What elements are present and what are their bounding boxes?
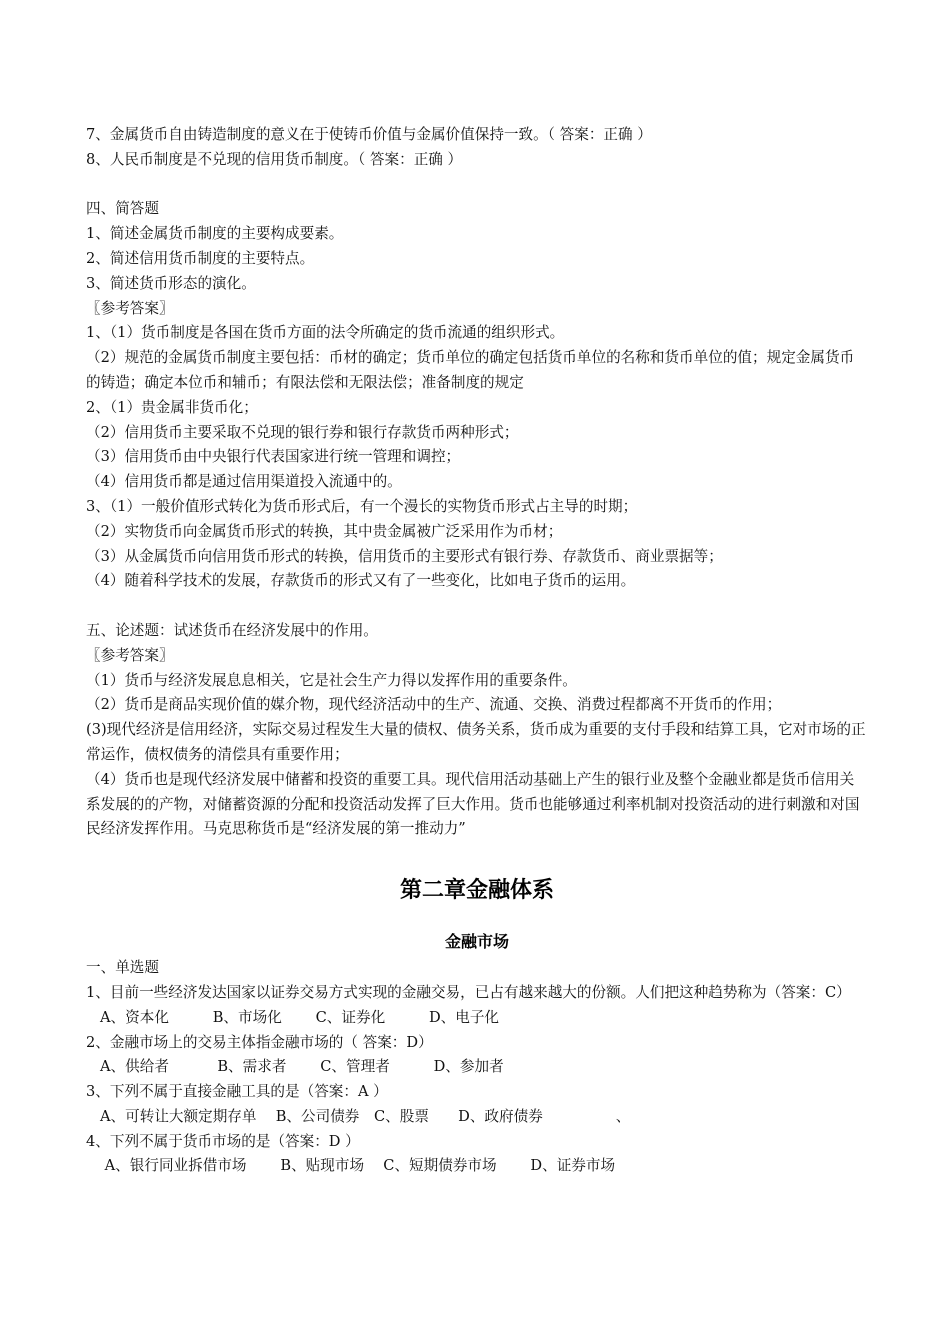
short-answer-answer-line: （2）实物货币向金属货币形式的转换，其中贵金属被广泛采用作为币材； (86, 522, 563, 540)
mcq-options-2: A、供给者 B、需求者 C、管理者 D、参加者 (100, 1058, 504, 1076)
essay-answer-line: （2）货币是商品实现价值的媒介物，现代经济活动中的生产、流通、交换、消费过程都离不开货币的作用； (86, 696, 782, 714)
mcq-question-2: 2、金融市场上的交易主体指金融市场的（ 答案：D） (86, 1033, 433, 1051)
chapter-title: 第二章金融体系 (399, 878, 554, 904)
section-title: 金融市场 (444, 932, 509, 952)
essay-answer-line: （1）货币与经济发展息息相关，它是社会生产力得以发挥作用的重要条件。 (86, 671, 577, 689)
document-page (86, 123, 868, 1179)
mcq-question-1: 1、目前一些经济发达国家以证券交易方式实现的金融交易，已占有越来越大的份额。人们把这种趋势称为（答案：C） (86, 983, 851, 1001)
short-answer-answer-line: 3、（1）一般价值形式转化为货币形式后，有一个漫长的实物货币形式占主导的时期； (86, 497, 638, 515)
reference-answer-label: 〖参考答案〗 (86, 299, 174, 317)
judgement-item-8: 8、人民币制度是不兑现的信用货币制度。（ 答案：正确 ） (86, 150, 463, 168)
short-answer-answer-line: 1、（1）货币制度是各国在货币方面的法令所确定的货币流通的组织形式。 (86, 324, 565, 342)
short-answer-answer-line: （4）随着科学技术的发展，存款货币的形式又有了一些变化，比如电子货币的运用。 (86, 572, 636, 590)
short-answer-question-2: 2、简述信用货币制度的主要特点。 (86, 249, 315, 267)
essay-heading: 五、论述题：试述货币在经济发展中的作用。 (86, 621, 378, 639)
reference-answer-label: 〖参考答案〗 (86, 646, 174, 664)
judgement-item-7: 7、金属货币自由铸造制度的意义在于使铸币价值与金属价值保持一致。（ 答案：正确 ） (86, 126, 652, 143)
short-answer-answer-line: （4）信用货币都是通过信用渠道投入流通中的。 (86, 473, 402, 491)
short-answer-question-3: 3、简述货币形态的演化。 (86, 274, 256, 292)
short-answer-answer-line: （3）从金属货币向信用货币形式的转换，信用货币的主要形式有银行券、存款货币、商业票据等； (86, 547, 723, 565)
mcq-options-3: A、可转让大额定期存单 B、公司债券 C、股票 D、政府债券 、 (100, 1107, 631, 1125)
mcq-question-3: 3、下列不属于直接金融工具的是（答案：A ） (86, 1083, 388, 1101)
short-answer-answer-line: （2）信用货币主要采取不兑现的银行券和银行存款货币两种形式； (86, 423, 519, 441)
spacer (86, 594, 868, 619)
mcq-options-4: A、银行同业拆借市场 B、贴现市场 C、短期债券市场 D、证券市场 (100, 1157, 616, 1175)
mcq-heading: 一、单选题 (86, 959, 159, 977)
short-answer-answer-line: （2）规范的金属货币制度主要包括：币材的确定；货币单位的确定包括货币单位的名称和货币单位的值；规定金属货币的铸造；确定本位币和辅币；有限法偿和无限法偿；准备制度的规定 (86, 349, 855, 391)
short-answer-answer-line: 2、（1）贵金属非货币化； (86, 398, 258, 416)
mcq-options-1: A、资本化 B、市场化 C、证券化 D、电子化 (100, 1008, 500, 1026)
spacer (86, 173, 868, 198)
short-answer-heading: 四、简答题 (86, 200, 159, 218)
short-answer-question-1: 1、简述金属货币制度的主要构成要素。 (86, 225, 344, 243)
mcq-question-4: 4、下列不属于货币市场的是（答案：D ） (86, 1132, 360, 1150)
essay-answer-line: （4）货币也是现代经济发展中储蓄和投资的重要工具。现代信用活动基础上产生的银行业及整个金融业都是货币信用关系发展的的产物，对储蓄资源的分配和投资活动发挥了巨大作用。货币也能够通过利率机制对投资活动的进行刺激和对国民经济发挥作用。马克思称货币是“经济发展的第一推动力” (86, 770, 860, 838)
essay-answer-line: (3)现代经济是信用经济，实际交易过程发生大量的债权、债务关系，货币成为重要的支付手段和结算工具，它对市场的正常运作，债权债务的清偿具有重要作用； (86, 721, 866, 763)
short-answer-answer-line: （3）信用货币由中央银行代表国家进行统一管理和调控； (86, 448, 461, 466)
